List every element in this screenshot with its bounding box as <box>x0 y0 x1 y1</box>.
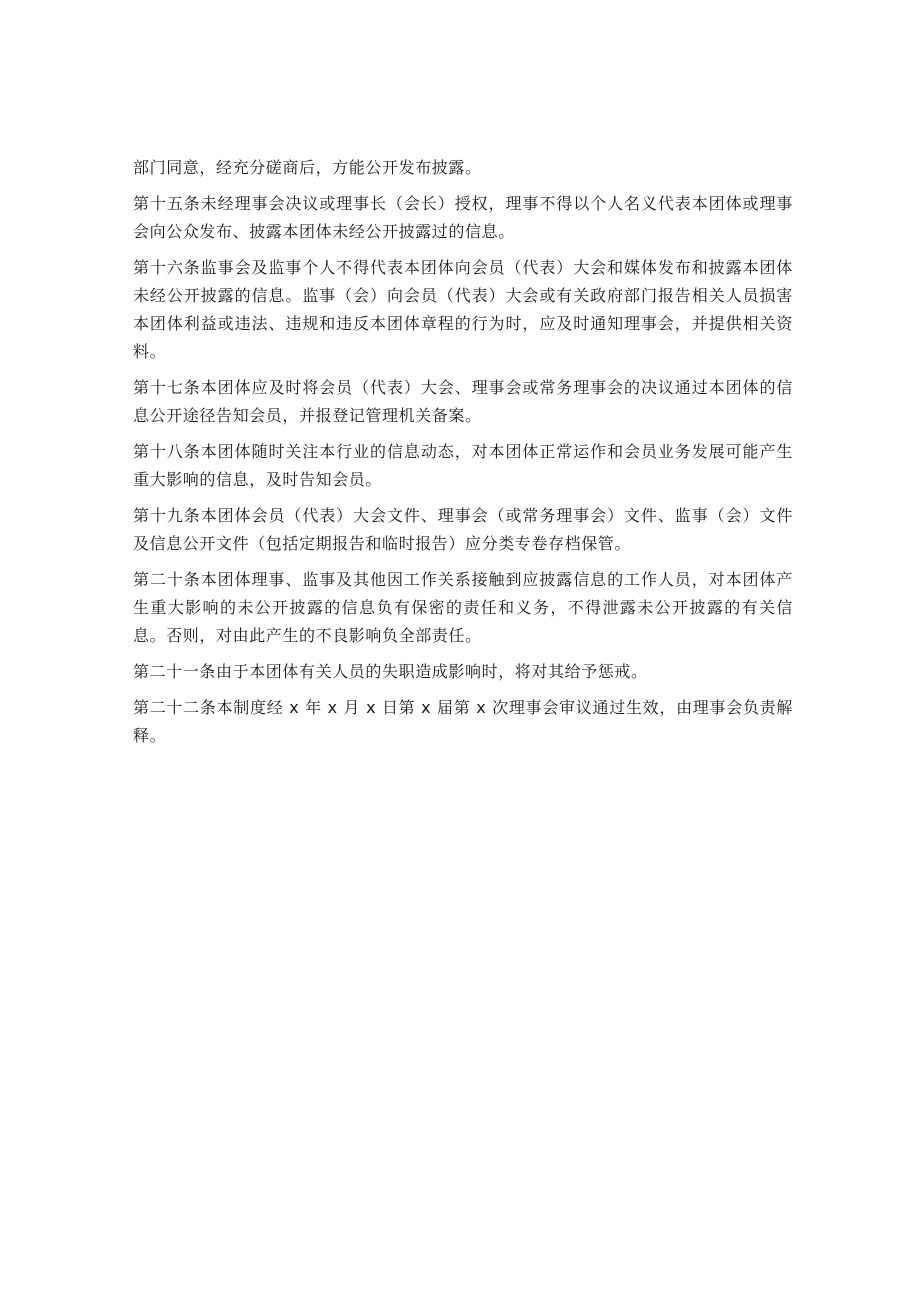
paragraph-continuation: 部门同意，经充分磋商后，方能公开发布披露。 <box>133 158 482 177</box>
article-17: 第十七条本团体应及时将会员（代表）大会、理事会或常务理事会的决议通过本团体的信息公开途径告知会员，并报登记管理机关备案。 <box>133 378 793 425</box>
article-18: 第十八条本团体随时关注本行业的信息动态，对本团体正常运作和会员业务发展可能产生重大影响的信息，及时告知会员。 <box>133 442 793 489</box>
article-15: 第十五条未经理事会决议或理事长（会长）授权，理事不得以个人名义代表本团体或理事会向公众发布、披露本团体未经公开披露过的信息。 <box>133 194 793 241</box>
article-22: 第二十二条本制度经 x 年 x 月 x 日第 x 届第 x 次理事会审议通过生效，由理事会负责解释。 <box>133 698 793 745</box>
article-19: 第十九条本团体会员（代表）大会文件、理事会（或常务理事会）文件、监事（会）文件及信息公开文件（包括定期报告和临时报告）应分类专卷存档保管。 <box>133 506 793 553</box>
article-20: 第二十条本团体理事、监事及其他因工作关系接触到应披露信息的工作人员，对本团体产生重大影响的未公开披露的信息负有保密的责任和义务，不得泄露未公开披露的有关信息。否则，对由此产生的不良影响负全部责任。 <box>133 570 793 645</box>
article-16: 第十六条监事会及监事个人不得代表本团体向会员（代表）大会和媒体发布和披露本团体未经公开披露的信息。监事（会）向会员（代表）大会或有关政府部门报告相关人员损害本团体利益或违法、违规和违反本团体章程的行为时，应及时通知理事会，并提供相关资料。 <box>133 258 793 361</box>
document-body <box>133 154 793 758</box>
article-21: 第二十一条由于本团体有关人员的失职造成影响时，将对其给予惩戒。 <box>133 662 648 681</box>
